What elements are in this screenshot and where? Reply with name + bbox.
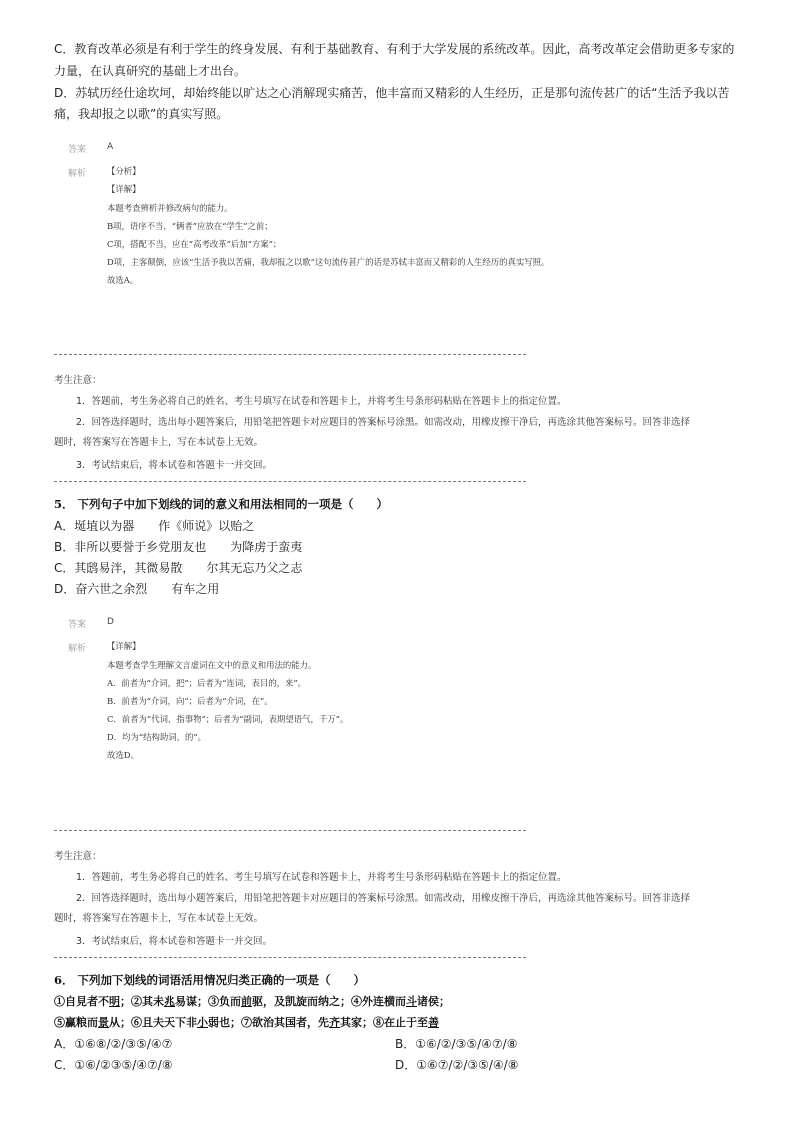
option-c-line2: 力量，在认真研究的基础上才出台。 xyxy=(54,64,247,78)
analysis-line: B．前者为“介词，向”；后者为“介词，在”。 xyxy=(107,696,273,706)
q6-option-d: D．①⑥⑦/②/③⑤/④/⑧ xyxy=(395,1058,519,1072)
analysis-line: D项，主客颠倒，应该“生活予我以苦痛，我却报之以歌”这句流传甚广的话是苏轼丰富而又精彩的人生经历的真实写照。 xyxy=(107,257,550,267)
dashed-divider xyxy=(54,481,526,482)
analysis-line: C项，搭配不当，应在“高考改革”后加“方案”； xyxy=(107,239,282,249)
q6-sentence-line1: ①自見者不明；②其未兆易谋；③负而前驱，及凯旋而纳之；④外连横而斗诸侯； xyxy=(54,995,450,1008)
notice-item: 题时，将答案写在答题卡上，写在本试卷上无效。 xyxy=(54,913,264,924)
analysis-label: 解析 xyxy=(68,169,87,179)
analysis-line: 【详解】 xyxy=(107,184,141,194)
option-c-line1: C．教育改革必须是有利于学生的终身发展、有利于基础教育、有利于大学发展的系统改革。因此，高考改革定会借助更多专家的 xyxy=(54,42,735,56)
question-5-title: 5． 下列句子中加下划线的词的意义和用法相同的一项是（ ） xyxy=(54,497,389,511)
analysis-line: 故选D。 xyxy=(107,750,139,760)
q6-sentence-line2: ⑤赢粮而景从；⑥且夫天下非小弱也；⑦欲治其国者，先齐其家；⑧在止于至善 xyxy=(54,1016,439,1029)
q5-option-a: A．埏埴以为器 作《师说》以贻之 xyxy=(54,519,255,533)
notice-item: 题时，将答案写在答题卡上，写在本试卷上无效。 xyxy=(54,437,264,448)
dashed-divider xyxy=(54,957,526,958)
q5-option-d: D．奋六世之余烈 有车之用 xyxy=(54,582,220,596)
analysis-line: 本题考查学生理解文言虚词在文中的意义和用法的能力。 xyxy=(107,660,317,670)
notice-item: 1．答题前，考生务必将自己的姓名、考生号填写在试卷和答题卡上，并将考生号条形码粘贴在答题卡上的指定位置。 xyxy=(76,396,567,407)
analysis-line: B项，语序不当，“俩者”应放在“学生”之前； xyxy=(107,221,273,231)
analysis-line: 故选A。 xyxy=(107,275,139,285)
analysis-line: A．前者为“介词，把”；后者为“连词，表目的，来”。 xyxy=(107,678,307,688)
notice-item: 3．考试结束后，将本试卷和答题卡一并交回。 xyxy=(76,936,273,947)
q6-option-b: B．①⑥/②/③⑤/④⑦/⑧ xyxy=(395,1037,518,1051)
analysis-line: 【分析】 xyxy=(107,166,141,176)
dashed-divider xyxy=(54,354,526,355)
q6-option-a: A．①⑥⑧/②/③⑤/④⑦ xyxy=(54,1037,173,1051)
answer-value: D xyxy=(107,617,114,627)
q5-option-b: B．非所以要誉于乡党朋友也 为降虏于蛮夷 xyxy=(54,540,303,554)
q5-option-c: C．其鸱易泮，其微易散 尔其无忘乃父之志 xyxy=(54,561,303,575)
notice-title: 考生注意： xyxy=(54,851,102,862)
answer-label: 答案 xyxy=(68,620,87,630)
notice-title: 考生注意： xyxy=(54,375,102,386)
option-d-line2: 痛，我却报之以歌”的真实写照。 xyxy=(54,107,229,121)
notice-item: 2．回答选择题时，选出每小题答案后，用铅笔把答题卡对应题目的答案标号涂黑。如需改动，用橡皮擦干净后，再选涂其他答案标号。回答非选择 xyxy=(76,417,691,428)
analysis-line: C．前者为“代词，指事物”；后者为“副词，表期望语气，千万”。 xyxy=(107,714,349,724)
option-d-line1: D．苏轼历经仕途坎坷，却始终能以旷达之心消解现实痛苦，他丰富而又精彩的人生经历，正是那句流传甚广的话“生活予我以苦 xyxy=(54,86,730,100)
analysis-line: 本题考查辨析并修改病句的能力。 xyxy=(107,203,233,213)
dashed-divider xyxy=(54,830,526,831)
answer-label: 答案 xyxy=(68,145,87,155)
q6-option-c: C．①⑥/②③⑤/④⑦/⑧ xyxy=(54,1058,173,1072)
notice-item: 3．考试结束后，将本试卷和答题卡一并交回。 xyxy=(76,460,273,471)
question-6-title: 6． 下列加下划线的词语活用情况归类正确的一项是（ ） xyxy=(54,973,366,987)
analysis-line: 【详解】 xyxy=(107,641,141,651)
analysis-line: D．均为“结构助词，的”。 xyxy=(107,732,207,742)
notice-item: 1．答题前，考生务必将自己的姓名、考生号填写在试卷和答题卡上，并将考生号条形码粘贴在答题卡上的指定位置。 xyxy=(76,872,567,883)
notice-item: 2．回答选择题时，选出每小题答案后，用铅笔把答题卡对应题目的答案标号涂黑。如需改动，用橡皮擦干净后，再选涂其他答案标号。回答非选择 xyxy=(76,893,691,904)
analysis-label: 解析 xyxy=(68,644,87,654)
answer-value: A xyxy=(107,142,114,152)
